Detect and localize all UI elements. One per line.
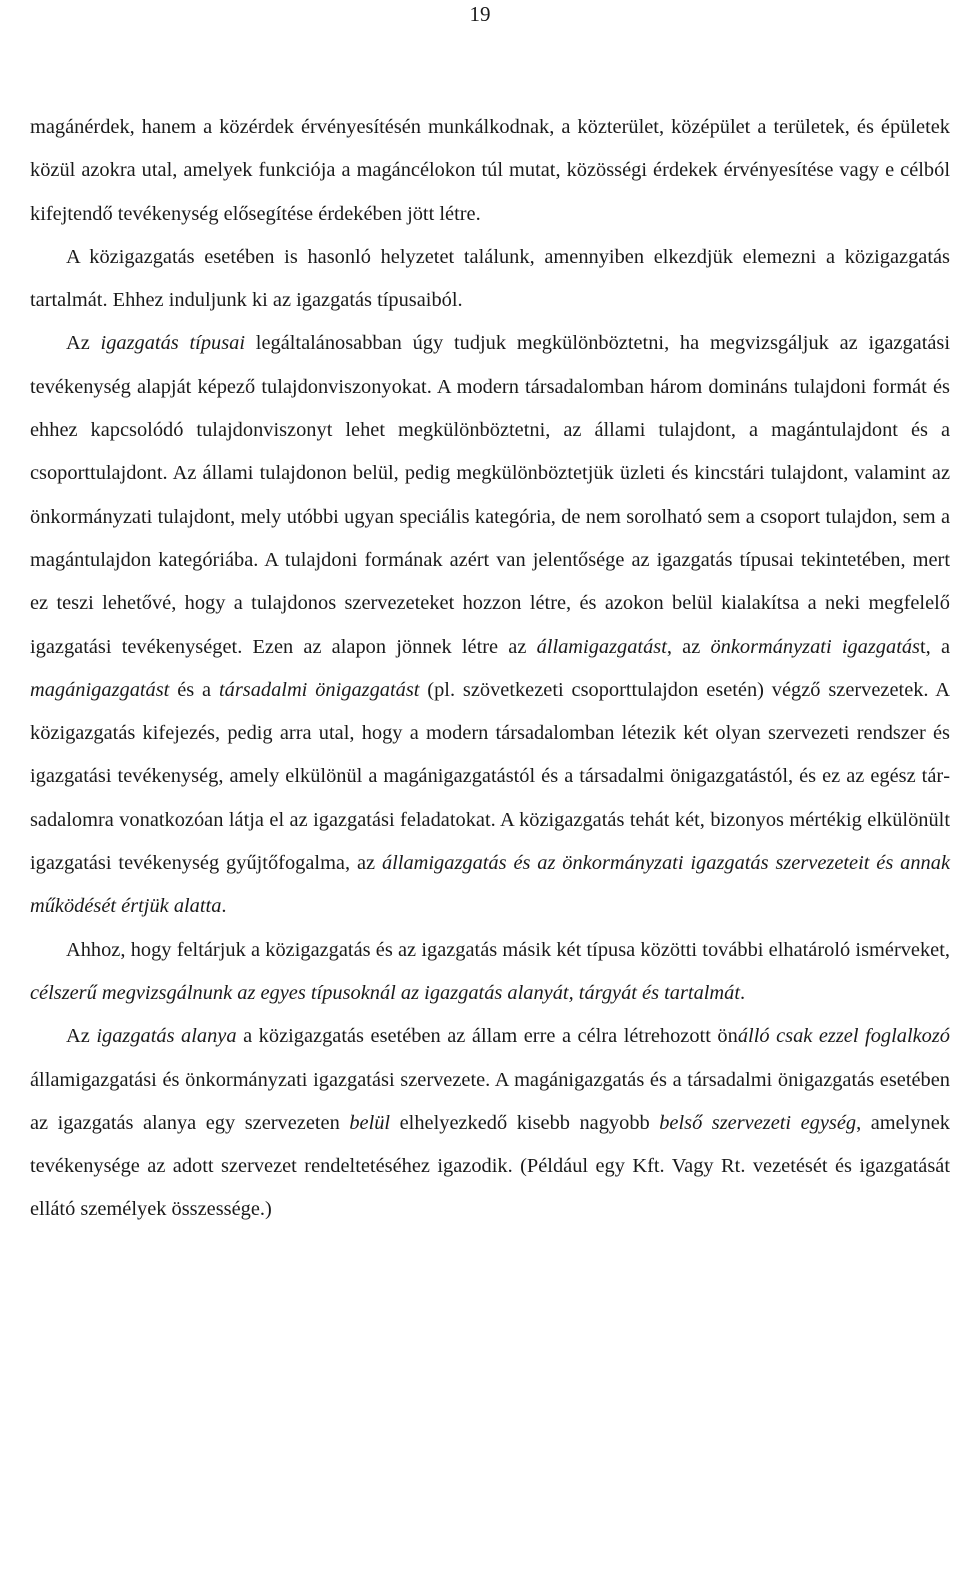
italic-text-run: államigazgatást [536, 635, 667, 658]
text-run: elhelyezkedő kisebb nagyobb [390, 1111, 660, 1134]
text-run: és a [169, 678, 219, 701]
text-run: magánérdek, hanem a közérdek érvényesítésén munkálkodnak, a közterület, középület a területek, és épületek közül azokra utal, amelyek funkciója a magáncélokon túl mutat, közösségi érdekek érvényesítése vagy e célból kifejtendő tevékenység elősegítése érdekében jött létre. [30, 116, 950, 225]
text-run: a közigazgatás esetében az állam erre a célra létrehozott ön [236, 1025, 738, 1048]
paragraph-2 [30, 236, 950, 323]
text-run: Ahhoz, hogy feltárjuk a közigazgatás és az igazgatás másik két típusa közötti további elhatároló ismérveket, [66, 938, 950, 961]
paragraph-4 [30, 929, 950, 1016]
italic-text-run: igazgatás alanya [96, 1025, 237, 1048]
italic-text-run: igazgatás típusai [100, 332, 246, 355]
text-run: legáltalánosabban úgy tudjuk megkülönböztetni, ha megvizsgáljuk az igazgatási tevékenység alapját képező tulajdonviszonyokat. A modern társadalomban három domináns tulajdoni formát és ehhez kapcsolódó tulajdonviszonyt lehet megkülönböztetni, az állami tulajdont, a magántulajdont és a csoporttulajdont. Az állami tulajdonon belül, pedig megkülönböztetjük üzleti és kincstári tulajdont, valamint az önkormányzati tulajdont, mely utóbbi ugyan speciális kategória, de nem sorolható sem a csoport tulajdon, sem a magántulajdon kategóriába. A tulajdoni formának azért van jelentősége az igazgatás típusai tekintetében, mert ez teszi lehetővé, hogy a tulajdonos szervezeteket hozzon létre, és azokon belül kialakítsa a neki megfelelő igazgatási tevékenységet. Ezen az alapon jönnek létre az [30, 332, 951, 658]
italic-text-run: társadalmi önigazgatást [218, 678, 420, 701]
italic-text-run: magánigazgatást [30, 678, 170, 701]
text-run: államigazgatási és önkormányzati igazgatási szervezete. A magánigazgatás és a társadalmi önigazgatás esetében az igazgatás alanya egy szervezeten [30, 1068, 950, 1134]
italic-text-run: önkormányzati igazgatás [710, 635, 920, 658]
text-run: A közigazgatás esetében is hasonló helyzetet találunk, amennyiben elkezdjük elemezni a közigazgatás tartalmát. Ehhez induljunk ki az igazgatás típusaiból. [30, 245, 950, 312]
text-run: Az [66, 332, 101, 355]
text-run: . [221, 895, 227, 918]
italic-text-run: államigazgatás és az önkormányzati igazgatás szervezeteit és annak működését értjük alatta [30, 852, 951, 918]
italic-text-run: álló csak ezzel foglalkozó [737, 1025, 951, 1048]
paragraph-5 [30, 1015, 950, 1231]
text-run: , az [666, 635, 711, 658]
document-body [30, 106, 950, 1232]
italic-text-run: célszerű megvizsgálnunk az egyes típusoknál az igazgatás alanyát, tárgyát és tartalmát [30, 981, 741, 1004]
text-run: Az [66, 1025, 97, 1048]
paragraph-1 [30, 106, 950, 236]
paragraph-3 [30, 322, 950, 928]
italic-text-run: belül [349, 1111, 391, 1134]
text-run: t, a [920, 635, 950, 658]
italic-text-run: belső szervezeti egység [659, 1111, 857, 1134]
page-number: 19 [469, 2, 491, 26]
text-run: , amelynek tevékenysége az adott szervezet rendeltetéséhez igazodik. (Például egy Kft. Vagy Rt. vezetését és igazgatását ellátó személyek összessége.) [30, 1111, 950, 1221]
text-run: . [740, 981, 746, 1004]
text-run: (pl. szövetkezeti csoporttulajdon esetén) végző szervezetek. A közigazgatás kifejezés, pedig arra utal, hogy a modern társadalomban létezik két olyan szervezeti rendszer és igazgatási tevékenység, amely elkülönül a magánigazgatástól és a társadalmi önigazgatástól, és ez az egész társadalomra vonatkozóan látja el az igazgatási feladatokat. A közigazgatás tehát két, bizonyos mértékig elkülönült igazgatási tevékenység gyűjtőfogalma, az [30, 678, 950, 875]
